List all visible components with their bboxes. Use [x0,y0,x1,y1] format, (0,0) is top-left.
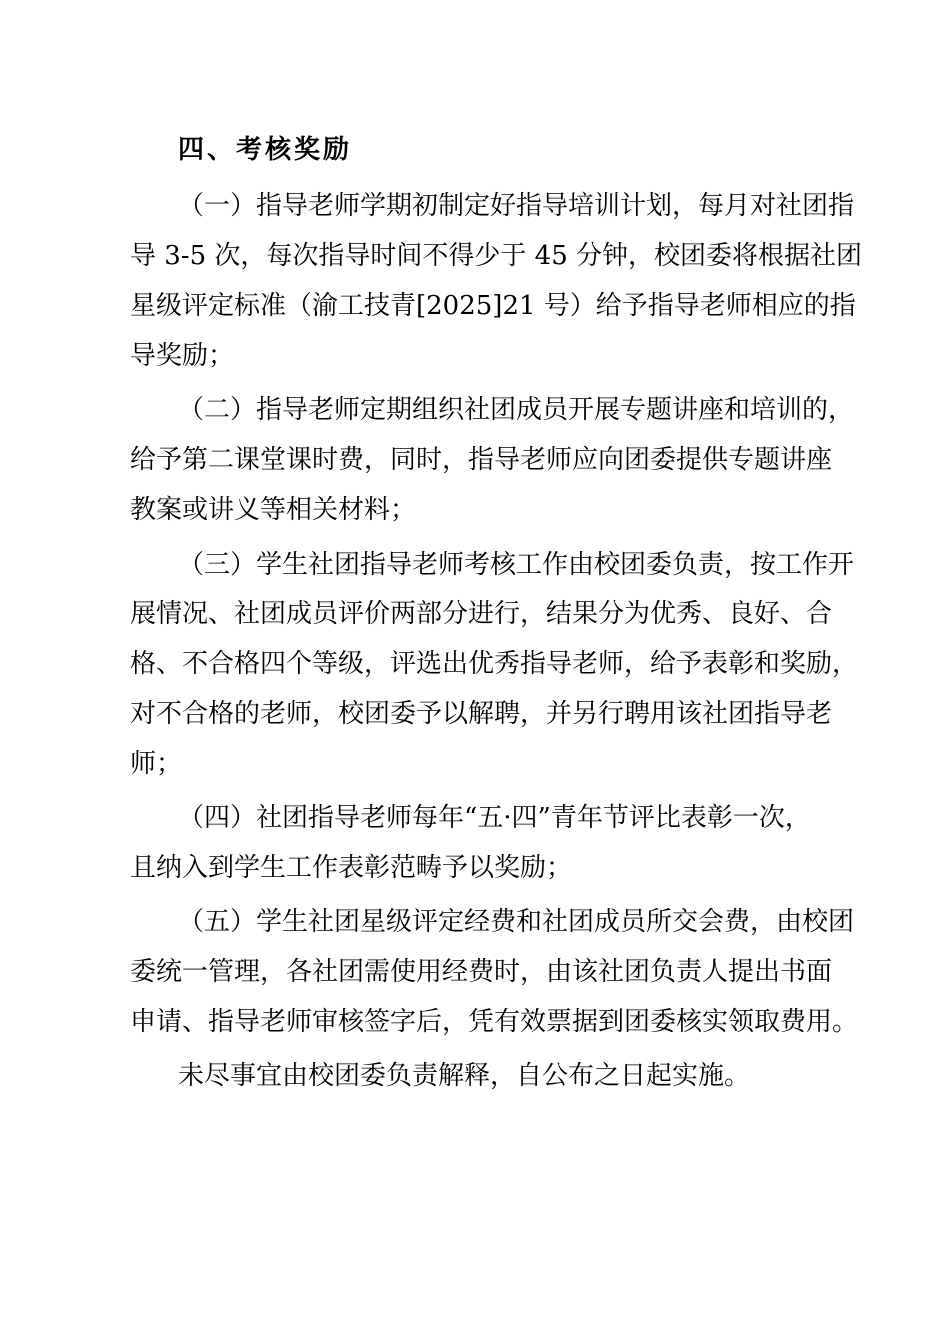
text-line: 给予第二课堂课时费，同时，指导老师应向团委提供专题讲座 [130,445,833,475]
text-line: （三）学生社团指导老师考核工作由校团委负责，按工作开 [178,550,855,580]
text-line: （五）学生社团星级评定经费和社团成员所交会费，由校团 [178,907,855,937]
section-heading: 四、考核奖励 [178,135,353,165]
text-line: 星级评定标准（渝工技青[2025]21 号）给予指导老师相应的指 [130,291,856,321]
text-line: 教案或讲义等相关材料； [130,495,417,525]
text-line: （二）指导老师定期组织社团成员开展专题讲座和培训的， [178,395,855,425]
text-line: 导 3-5 次，每次指导时间不得少于 45 分钟，校团委将根据社团 [130,241,863,271]
text-line: 展情况、社团成员评价两部分进行，结果分为优秀、良好、合 [130,599,833,629]
text-line: 对不合格的老师，校团委予以解聘，并另行聘用该社团指导老 [130,699,833,729]
text-line: 委统一管理，各社团需使用经费时，由该社团负责人提出书面 [130,957,833,987]
text-line: 申请、指导老师审核签字后，凭有效票据到团委核实领取费用。 [130,1007,859,1037]
text-line: （一）指导老师学期初制定好指导培训计划，每月对社团指 [178,191,855,221]
text-line: 未尽事宜由校团委负责解释，自公布之日起实施。 [178,1061,751,1091]
text-line: 且纳入到学生工作表彰范畴予以奖励； [130,853,573,883]
text-line: 导奖励； [130,341,235,371]
text-line: （四）社团指导老师每年“五·四”青年节评比表彰一次， [178,803,811,833]
text-line: 师； [130,749,183,779]
text-line: 格、不合格四个等级，评选出优秀指导老师，给予表彰和奖励， [130,649,859,679]
